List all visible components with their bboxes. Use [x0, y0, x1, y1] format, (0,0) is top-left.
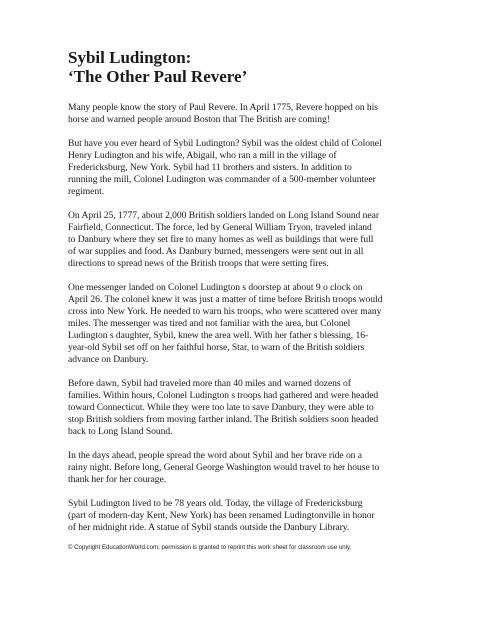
worksheet-title [68, 48, 424, 86]
text-line: April 26. The colonel knew it was just a matter of time before British troops would [68, 294, 383, 305]
text-line: of her midnight ride. A statue of Sybil stands outside the Danbury Library. [68, 522, 350, 533]
text-line: On April 25, 1777, about 2,000 British soldiers landed on Long Island Sound near [68, 210, 379, 221]
text-line: Fairfield, Connecticut. The force, led by General William Tryon, traveled inland [68, 222, 372, 233]
text-line: back to Long Island Sound. [68, 426, 173, 437]
title-line-2: ‘The Other Paul Revere’ [68, 67, 248, 86]
text-line: of war supplies and food. As Danbury burned, messengers were sent out in all [68, 246, 364, 257]
paragraph-5 [68, 378, 424, 438]
text-line: Henry Ludington and his wife, Abigail, who ran a mill in the village of [68, 150, 337, 161]
text-line: In the days ahead, people spread the word about Sybil and her brave ride on a [68, 450, 362, 461]
text-line: year-old Sybil set off on her faithful horse, Star, to warn of the British soldiers [68, 342, 365, 353]
paragraph-6 [68, 450, 424, 486]
text-line: cross into New York. He needed to warn his troops, who were scattered over many [68, 306, 382, 317]
text-line: regiment. [68, 186, 105, 197]
paragraph-7 [68, 498, 424, 534]
text-line: toward Connecticut. While they were too late to save Danbury, they were able to [68, 402, 374, 413]
worksheet-page [68, 48, 424, 552]
text-line: Sybil Ludington lived to be 78 years old. Today, the village of Fredericksburg [68, 498, 363, 509]
text-line: One messenger landed on Colonel Ludington s doorstep at about 9 o clock on [68, 282, 363, 293]
text-line: horse and warned people around Boston that The British are coming! [68, 114, 330, 125]
text-line: Fredericksburg, New York. Sybil had 11 brothers and sisters. In addition to [68, 162, 352, 173]
paragraph-2 [68, 138, 424, 198]
copyright-footer: © Copyright EducationWorld.com; permission is granted to reprint this work sheet for classroom use only. [68, 544, 352, 551]
text-line: to Danbury where they set fire to many homes as well as buildings that were full [68, 234, 374, 245]
text-line: directions to spread news of the British troops that were setting fires. [68, 258, 329, 269]
text-line: advance on Danbury. [68, 354, 149, 365]
paragraph-4 [68, 282, 424, 366]
text-line: Ludington s daughter, Sybil, knew the area well. With her father s blessing, 16- [68, 330, 369, 341]
text-line: thank her for her courage. [68, 474, 167, 485]
text-line: stop British soldiers from moving farther inland. The British soldiers soon headed [68, 414, 379, 425]
paragraph-1 [68, 102, 424, 126]
text-line: families. Within hours, Colonel Ludington s troops had gathered and were headed [68, 390, 379, 401]
text-line: Before dawn, Sybil had traveled more than 40 miles and warned dozens of [68, 378, 351, 389]
paragraph-3 [68, 210, 424, 270]
text-line: (part of modern-day Kent, New York) has been renamed Ludingtonville in honor [68, 510, 375, 521]
text-line: But have you ever heard of Sybil Ludington? Sybil was the oldest child of Colonel [68, 138, 382, 149]
text-line: rainy night. Before long, General George Washington would travel to her house to [68, 462, 380, 473]
text-line: Many people know the story of Paul Revere. In April 1775, Revere hopped on his [68, 102, 378, 113]
title-line-1: Sybil Ludington: [68, 48, 192, 67]
text-line: running the mill, Colonel Ludington was commander of a 500-member volunteer [68, 174, 376, 185]
text-line: miles. The messenger was tired and not familiar with the area, but Colonel [68, 318, 351, 329]
